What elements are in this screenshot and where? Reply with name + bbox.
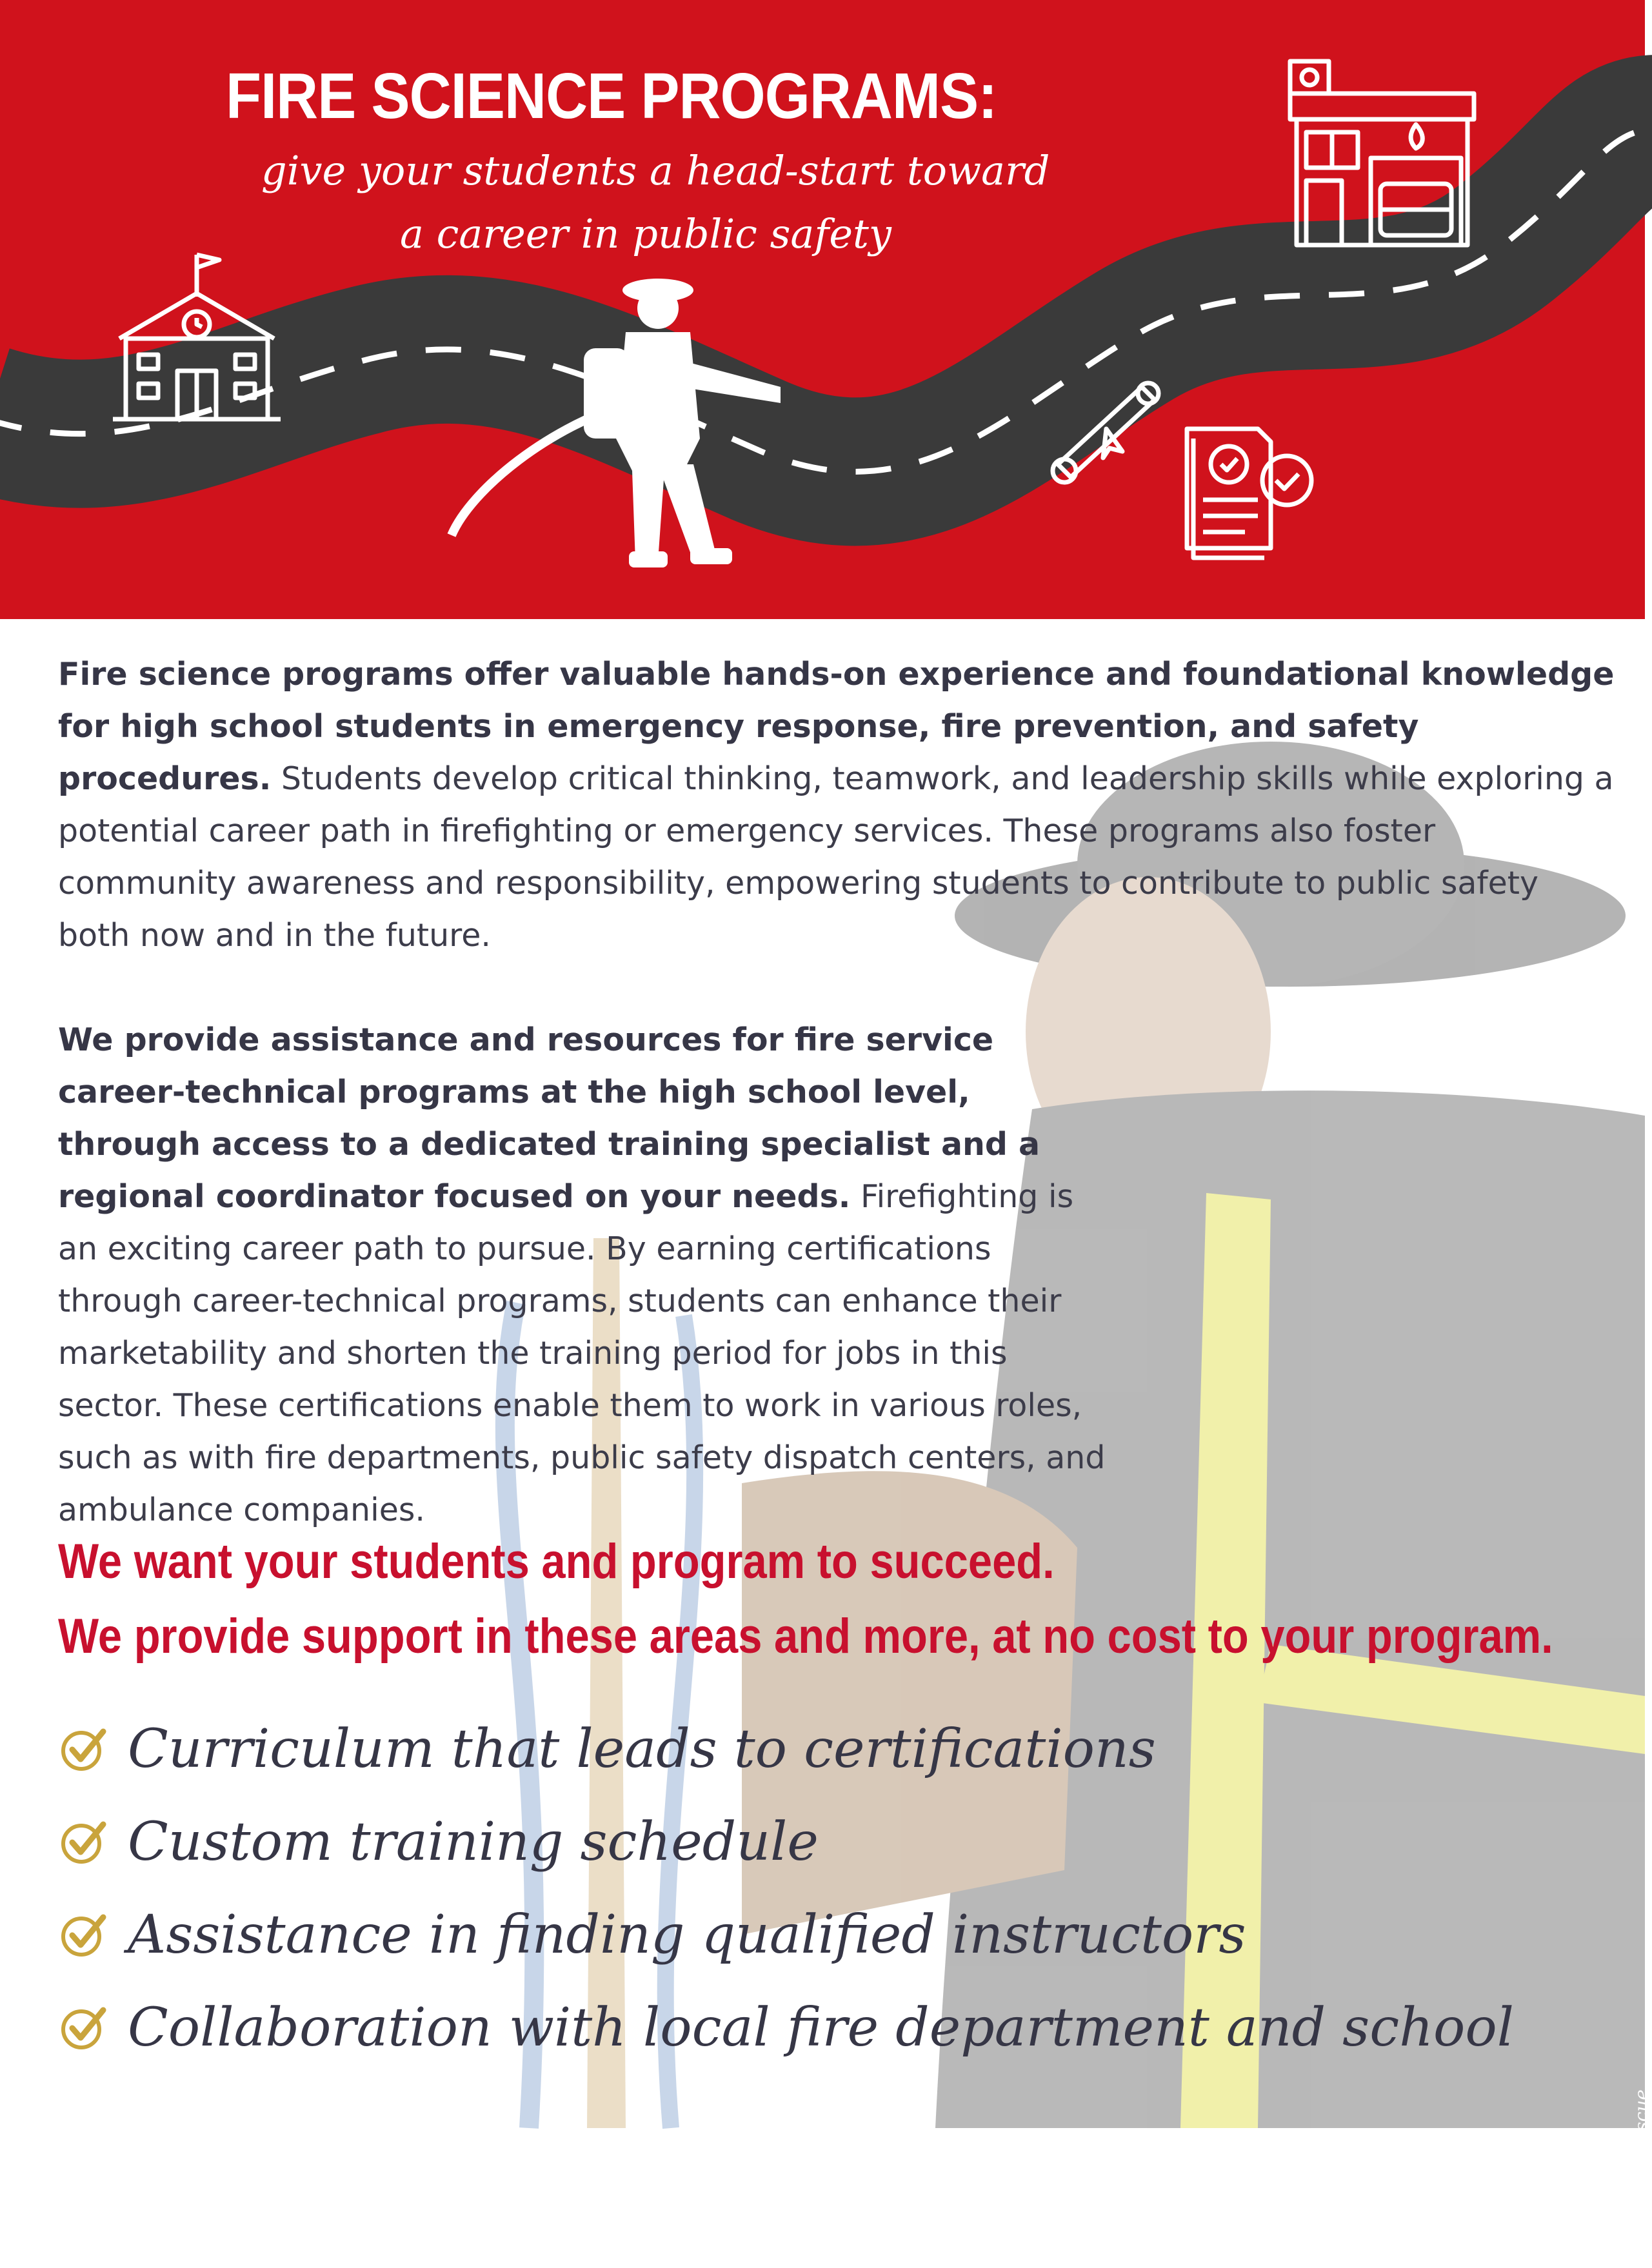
checklist-item-text: Collaboration with local fire department and school — [128, 1997, 1514, 2058]
checklist-item — [58, 1981, 1514, 2074]
header-banner — [0, 0, 1645, 619]
callout-line-1: We want your students and program to succeed. — [58, 1534, 1055, 1589]
checkmark-circle-icon — [58, 2002, 108, 2053]
checklist-item-text: Custom training schedule — [128, 1811, 819, 1873]
fire-station-icon — [1284, 55, 1484, 248]
firefighter-silhouette-icon — [445, 277, 748, 574]
body-content — [58, 648, 1619, 1536]
checklist-item — [58, 1795, 1514, 1888]
assistance-paragraph — [58, 1014, 1116, 1536]
checkmark-circle-icon — [58, 1724, 108, 1774]
subtitle-line-1: give your students a head-start toward — [261, 147, 1050, 194]
checkmark-circle-icon — [58, 1909, 108, 1960]
school-building-icon — [106, 248, 287, 422]
intro-bold-text: Fire science programs offer valuable hands-on experience and foundational knowledge for high school students in emergency response, fire prevention, and safety procedures. — [58, 656, 1615, 797]
callout-line-2: We provide support in these areas and more, at no cost to your program. — [58, 1609, 1553, 1664]
subtitle-line-2: a career in public safety — [400, 210, 891, 257]
checklist-item-text: Assistance in finding qualified instructors — [128, 1904, 1246, 1966]
checklist-item — [58, 1702, 1514, 1795]
page-title: FIRE SCIENCE PROGRAMS: — [226, 60, 997, 132]
diploma-scroll-icon — [1045, 374, 1161, 484]
checkmark-circle-icon — [58, 1817, 108, 1867]
intro-body-text: Students develop critical thinking, teamwork, and leadership skills while exploring a potential career path in firefighting or emergency services. These programs also foster community awareness and responsibility, empowering students to contribute to public safety both now and in the future. — [58, 760, 1614, 954]
checklist-item-text: Curriculum that leads to certifications — [128, 1718, 1156, 1780]
assistance-bold-text: We provide assistance and resources for fire service career-technical programs at the high school level, through access to a dedicated training specialist and a regional coordinator focused on your needs. — [58, 1021, 1040, 1215]
intro-paragraph — [58, 648, 1619, 961]
support-checklist — [58, 1702, 1514, 2074]
assistance-body-text: Firefighting is an exciting career path to pursue. By earning certifications through career-technical programs, students can enhance their marketability and shorten the training period for jobs in this sector. These certifications enable them to work in various roles, such as with fire departments, public safety dispatch centers, and ambulance companies. — [58, 1178, 1106, 1528]
checklist-item — [58, 1888, 1514, 1981]
certificate-icon — [1174, 422, 1316, 564]
photo-credit: Mobile Fire-Rescue — [1631, 2089, 1652, 2268]
